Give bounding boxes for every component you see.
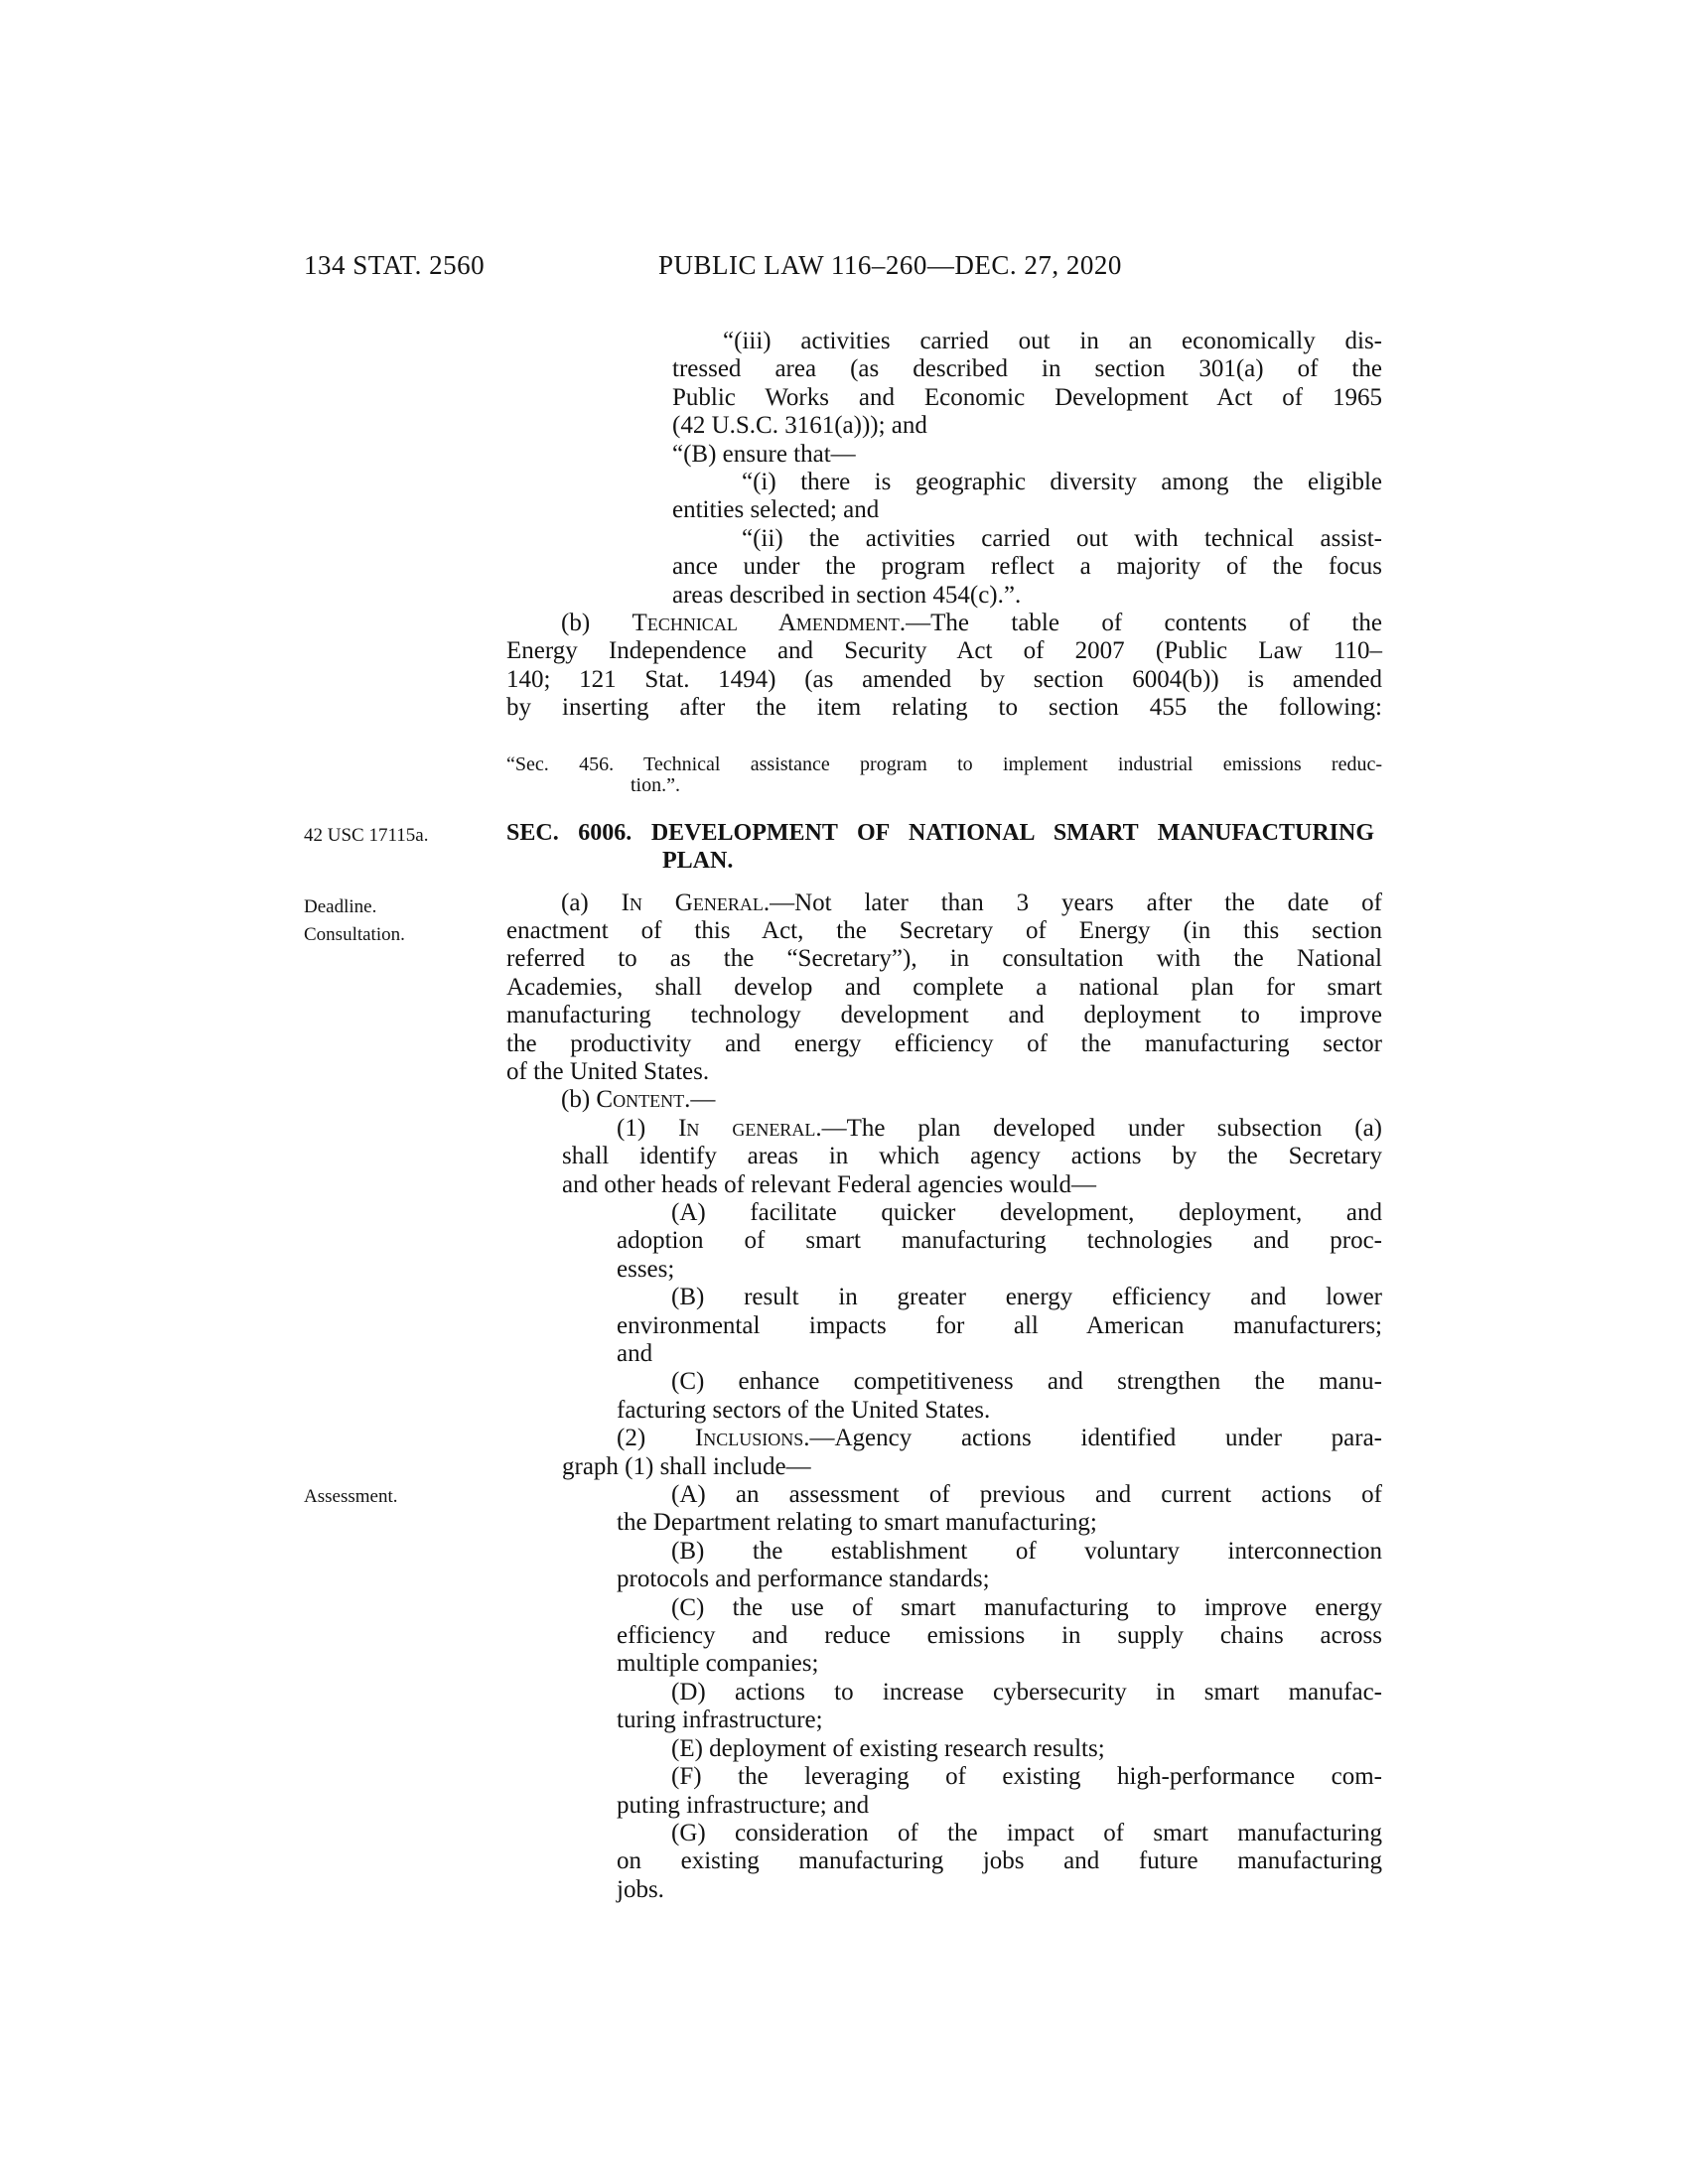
paragraph-line: Academies, shall develop and complete a national plan for smart — [506, 973, 1382, 1001]
paragraph-line: and other heads of relevant Federal agencies would— — [562, 1170, 1096, 1198]
paragraph-line: the Department relating to smart manufacturing; — [617, 1509, 1097, 1537]
paragraph-line — [506, 889, 1382, 917]
running-head-law-title: PUBLIC LAW 116–260—DEC. 27, 2020 — [658, 250, 1122, 280]
subparagraph-2C — [617, 1594, 1382, 1679]
quote-line: tressed area (as described in section 301(a) of the — [672, 355, 1382, 383]
enum-label: (1) — [617, 1114, 679, 1142]
paragraph-line: protocols and performance standards; — [617, 1566, 990, 1593]
table-of-contents-entry — [506, 754, 1382, 796]
paragraph-line: environmental impacts for all American manufacturers; — [617, 1311, 1382, 1339]
smallcaps-heading: Technical Amendment — [632, 610, 900, 637]
paragraph-line: (A) an assessment of previous and current actions of — [671, 1481, 1382, 1509]
paragraph-line: Energy Independence and Security Act of 2007 (Public Law 110– — [506, 637, 1382, 665]
paragraph-line: manufacturing technology development and deployment to improve — [506, 1002, 1382, 1029]
paragraph-line: (E) deployment of existing research results; — [671, 1734, 1105, 1762]
paragraph-line: (C) enhance competitiveness and strengthen the manu- — [671, 1368, 1382, 1396]
paragraph-line: enactment of this Act, the Secretary of Energy (in this section — [506, 916, 1382, 944]
quote-line: (42 U.S.C. 3161(a))); and — [672, 412, 927, 440]
paragraph-line — [562, 1115, 1382, 1143]
paragraph-line: (A) facilitate quicker development, deployment, and — [671, 1198, 1382, 1226]
paragraph-1-in-general — [562, 1115, 1382, 1199]
paragraph-line: facturing sectors of the United States. — [617, 1396, 991, 1424]
enum-label: (a) — [561, 888, 622, 916]
paragraph-line: (F) the leveraging of existing high-performance com- — [671, 1763, 1382, 1791]
paragraph-line: of the United States. — [506, 1057, 710, 1085]
subsection-a-in-general — [506, 889, 1382, 1087]
quote-line: “(i) there is geographic diversity among the eligible — [742, 469, 1382, 496]
paragraph-line: (B) result in greater energy efficiency and lower — [671, 1284, 1382, 1311]
quote-line: “(B) ensure that— — [672, 440, 856, 468]
line-text: .—The table of contents of the — [899, 610, 1383, 637]
quote-line: ance under the program reflect a majority of the focus — [672, 553, 1382, 581]
enum-label: (b) — [561, 610, 633, 637]
paragraph-line: on existing manufacturing jobs and future manufacturing — [617, 1847, 1382, 1875]
paragraph-line — [506, 610, 1382, 637]
heading-line: PLAN. — [662, 848, 734, 875]
page-number-stat-citation: 134 STAT. 2560 — [304, 250, 486, 280]
paragraph-line: jobs. — [617, 1875, 664, 1903]
paragraph-line: 140; 121 Stat. 1494) (as amended by section 6004(b)) is amended — [506, 665, 1382, 693]
smallcaps-heading: In general — [678, 1114, 816, 1142]
smallcaps-heading: In General — [621, 888, 764, 916]
text-column — [506, 328, 1382, 1904]
line-text: .—Not later than 3 years after the date of — [763, 888, 1382, 916]
paragraph-line: multiple companies; — [617, 1650, 819, 1678]
paragraph-2-inclusions — [562, 1425, 1382, 1481]
smallcaps-heading: Content — [596, 1086, 685, 1114]
subsection-b-content — [506, 1086, 1382, 1114]
paragraph-line: graph (1) shall include— — [562, 1452, 811, 1480]
subparagraph-2E — [617, 1735, 1382, 1763]
paragraph-line: by inserting after the item relating to section 455 the following: — [506, 694, 1382, 722]
subparagraph-2F — [617, 1763, 1382, 1820]
margin-note-consultation: Consultation. — [304, 924, 405, 945]
paragraph-line: turing infrastructure; — [617, 1706, 823, 1734]
paragraph-line: the productivity and energy efficiency of the manufacturing sector — [506, 1029, 1382, 1057]
line-text: .— — [684, 1086, 716, 1114]
quote-line: “(iii) activities carried out in an economically dis- — [723, 328, 1382, 354]
paragraph-line: efficiency and reduce emissions in supply chains across — [617, 1622, 1382, 1650]
subparagraph-1A — [617, 1199, 1382, 1284]
subparagraph-2A — [617, 1481, 1382, 1538]
quote-line: “(ii) the activities carried out with technical assist- — [742, 524, 1382, 552]
smallcaps-heading: Inclusions — [694, 1425, 804, 1452]
subparagraph-2B — [617, 1538, 1382, 1594]
subsection-b-technical-amendment — [506, 610, 1382, 723]
paragraph-line: and — [617, 1340, 653, 1367]
margin-note-assessment: Assessment. — [304, 1486, 398, 1507]
paragraph-line: (G) consideration of the impact of smart manufacturing — [671, 1819, 1382, 1846]
margin-note-deadline: Deadline. — [304, 896, 377, 917]
paragraph-line: adoption of smart manufacturing technologies and proc- — [617, 1227, 1382, 1255]
subparagraph-2G — [617, 1820, 1382, 1904]
subparagraph-1C — [617, 1368, 1382, 1425]
enum-label: (2) — [617, 1425, 695, 1452]
quote-line: Public Works and Economic Development Act of 1965 — [672, 383, 1382, 411]
quote-line: entities selected; and — [672, 496, 880, 524]
paragraph-line: esses; — [617, 1255, 675, 1283]
quoted-amendment-block — [672, 328, 1382, 610]
section-heading-6006 — [506, 819, 1374, 876]
quote-line: areas described in section 454(c).”. — [672, 581, 1022, 609]
subparagraph-2D — [617, 1679, 1382, 1735]
paragraph-line — [562, 1425, 1382, 1452]
paragraph-line: referred to as the “Secretary”), in consultation with the National — [506, 945, 1382, 973]
paragraph-line: (B) the establishment of voluntary interconnection — [671, 1537, 1382, 1565]
paragraph-line: (C) the use of smart manufacturing to improve energy — [671, 1593, 1382, 1621]
margin-note-usc-citation: 42 USC 17115a. — [304, 825, 429, 846]
paragraph-line — [506, 1086, 1382, 1114]
line-text: .—Agency actions identified under para- — [803, 1425, 1383, 1452]
paragraph-line: shall identify areas in which agency actions by the Secretary — [562, 1143, 1382, 1170]
heading-line: SEC. 6006. DEVELOPMENT OF NATIONAL SMART MANUFACTURING — [506, 819, 1374, 846]
subparagraph-1B — [617, 1284, 1382, 1368]
toc-line: tion.”. — [631, 773, 680, 796]
paragraph-line: puting infrastructure; and — [617, 1791, 870, 1819]
line-text: .—The plan developed under subsection (a) — [815, 1114, 1383, 1142]
toc-line: “Sec. 456. Technical assistance program to implement industrial emissions reduc- — [506, 752, 1382, 775]
paragraph-line: (D) actions to increase cybersecurity in smart manufac- — [671, 1678, 1382, 1706]
enum-label: (b) — [561, 1086, 597, 1114]
